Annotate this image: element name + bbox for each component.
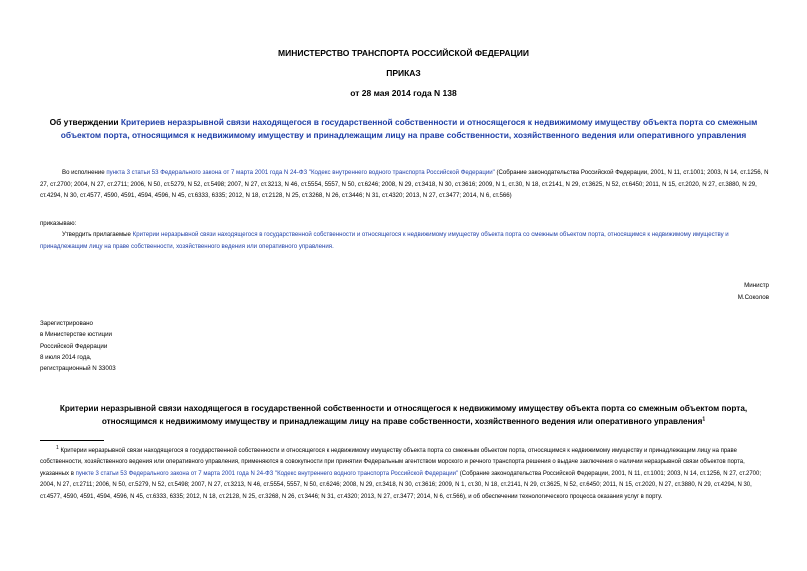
footnote-law-link[interactable]: пункте 3 статьи 53 Федерального закона от 7 марта 2001 года N 24-ФЗ "Кодекс внутреннего водного транспорта Российской Федерации" — [75, 470, 459, 477]
registration-line: Российской Федерации — [40, 342, 108, 350]
preamble-suffix: (Собрание законодательства Российской Федерации, 2001, N 11, ст.1001; 2003, N 14, ст.1256, N 27, ст.2700; 2004, N 27, ст.2711; 2006, N 50, ст.5279, N 52, ст.5498; 2007, N 27, ст.3213, N 46, ст.5554, 5557, N 50, ст.6246; 2008, N 29, ст.3418, N 30, ст.3616; 2009, N 1, ст.30, N 18, ст.2141, N 29, ст.3625, N 52, ст.6450; 2011, N 15, ст.2020, N 27, ст.3880, N 29, ст.4294, N 30, ст.4577, 4590, 4591, 4594, 4596, N 45, ст.6333, 6335; 2012, N 18, ст.2128, N 25, ст.3268, N 26, ст.3446; N 31, ст.4320; 2013, N 27, ст.3477; 2014, N 6, ст.566) — [40, 169, 769, 199]
signature-position: Министр — [744, 282, 769, 289]
criteria-title — [40, 403, 767, 428]
registration-line: 8 июля 2014 года, — [40, 353, 92, 361]
preamble-paragraph — [40, 167, 770, 202]
registration-block — [40, 318, 240, 374]
registration-line: в Министерстве юстиции — [40, 331, 113, 339]
ministry-heading: МИНИСТЕРСТВО ТРАНСПОРТА РОССИЙСКОЙ ФЕДЕРАЦИИ — [278, 48, 529, 58]
preamble-law-link[interactable]: пункта 3 статьи 53 Федерального закона от 7 марта 2001 года N 24-ФЗ "Кодекс внутреннего водного транспорта Российской Федерации" — [106, 169, 495, 176]
footnote-divider — [40, 440, 104, 441]
order-heading: ПРИКАЗ — [386, 68, 421, 78]
footnote — [40, 446, 770, 503]
order-title-link[interactable]: Критериев неразрывной связи находящегося в государственной собственности и относящегося к недвижимому имуществу объекта порта со смежным объектом порта, относящимся к недвижимому имуществу и принадлежащим лицу на праве собственности, хозяйственного ведения или оперативного управления — [60, 117, 758, 140]
footnote-number: 1 — [56, 445, 59, 451]
criteria-title-text: Критерии неразрывной связи находящегося в государственной собственности и относящегося к недвижимому имуществу объекта порта со смежным объектом порта, относящимся к недвижимому имуществу и принадлежащим лицу на праве собственности, хозяйственного ведения или оперативного управления — [59, 404, 748, 426]
approve-criteria-link[interactable]: Критерии неразрывной связи находящегося в государственной собственности и относящегося к недвижимому имуществу объекта порта со смежным объектом порта, относящимся к недвижимому имуществу и принадлежащим лицу на праве собственности, хозяйственного ведения или оперативного управления. — [40, 231, 729, 250]
footnote-text-1: Критерии неразрывной связи находящегося в государственной собственности и относящегося к недвижимому имуществу объекта порта со смежным объектом порта, относящимся к недвижимому имуществу и принадлежащим лицу на праве собственности, хозяйственного ведения или оперативного управления, применяются в совокупности при принятии Федеральным агентством морского и речного транспорта решения о выдаче заключения о наличии неразрывной связи объектов порта, указанных в — [40, 448, 745, 477]
registration-line: Зарегистрировано — [40, 320, 93, 327]
approve-paragraph — [40, 229, 770, 252]
registration-line: регистрационный N 33003 — [40, 365, 116, 373]
order-date: от 28 мая 2014 года N 138 — [350, 88, 457, 98]
order-title — [40, 116, 767, 141]
approve-prefix: Утвердить прилагаемые — [62, 231, 133, 238]
preamble-prefix: Во исполнение — [62, 169, 107, 176]
footnote-text-2: (Собрание законодательства Российской Федерации, 2001, N 11, ст.1001; 2003, N 14, ст.1256, N 27, ст.2700; 2004, N 27, ст.2711; 2006, N 50, ст.5279, N 52, ст.5498; 2007, N 27, ст.3213, N 46, ст.5554, 5557, N 50, ст.6246; 2008, N 29, ст.3418, N 30, ст.3616; 2009, N 1, ст.30, N 18, ст.2141, N 29, ст.3625, N 52, ст.6450; 2011, N 15, ст.2020, N 27, ст.3880, N 29, ст.4294, N 30, ст.4577, 4590, 4591, 4594, 4596, N 45, ст.6333, 6335; 2012, N 18, ст.2128, N 25, ст.3268, N 26, ст.3446; N 31, ст.4320; 2013, N 27, ст.3477; 2014, N 6, ст.566), и об обеспечении технологического процесса оказания услуг в порту. — [40, 470, 761, 500]
signature-block — [738, 280, 769, 304]
footnote-marker[interactable]: 1 — [702, 415, 706, 422]
order-title-prefix: Об утверждении — [49, 117, 121, 127]
signature-name: М.Соколов — [737, 294, 769, 301]
orders-label: приказываю: — [40, 220, 77, 227]
